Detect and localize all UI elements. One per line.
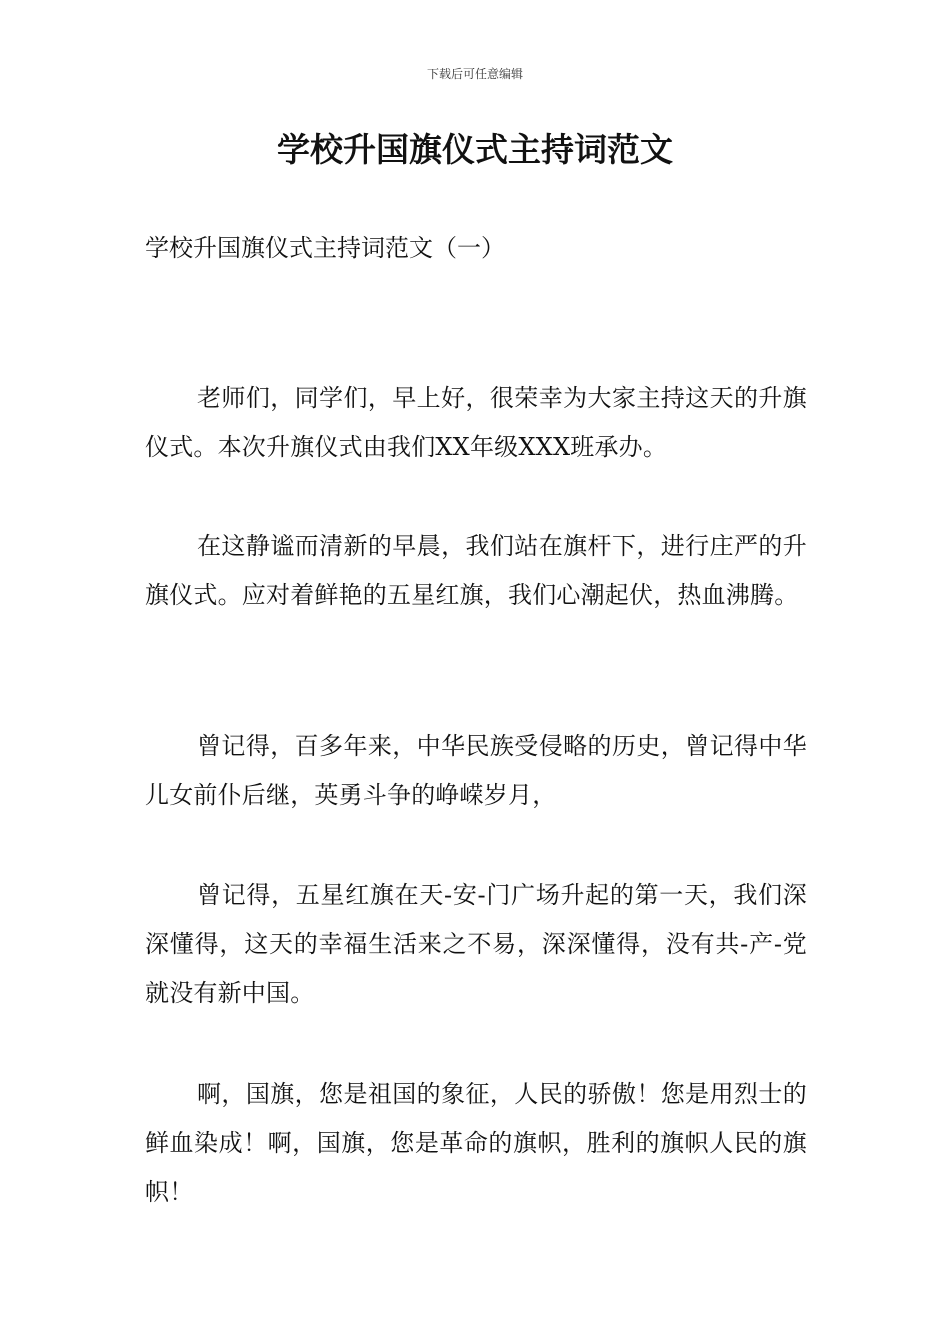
document-title: 学校升国旗仪式主持词范文 xyxy=(277,130,673,169)
paragraph-2: 在这静谧而清新的早晨，我们站在旗杆下，进行庄严的升旗仪式。应对着鲜艳的五星红旗，我们心潮起伏，热血沸腾。 xyxy=(145,532,807,609)
document-subtitle: 学校升国旗仪式主持词范文（一） xyxy=(145,234,505,262)
header-note: 下载后可任意编辑 xyxy=(426,67,523,81)
paragraph-3: 曾记得，百多年来，中华民族受侵略的历史，曾记得中华儿女前仆后继，英勇斗争的峥嵘岁月， xyxy=(145,732,807,809)
paragraph-4: 曾记得，五星红旗在天-安-门广场升起的第一天，我们深深懂得，这天的幸福生活来之不易，深深懂得，没有共-产-党就没有新中国。 xyxy=(145,881,807,1007)
paragraph-1: 老师们，同学们，早上好，很荣幸为大家主持这天的升旗仪式。本次升旗仪式由我们XX年级XXX班承办。 xyxy=(145,384,807,461)
paragraph-5: 啊，国旗，您是祖国的象征，人民的骄傲！您是用烈士的鲜血染成！啊，国旗，您是革命的旗帜，胜利的旗帜人民的旗帜！ xyxy=(145,1080,807,1206)
